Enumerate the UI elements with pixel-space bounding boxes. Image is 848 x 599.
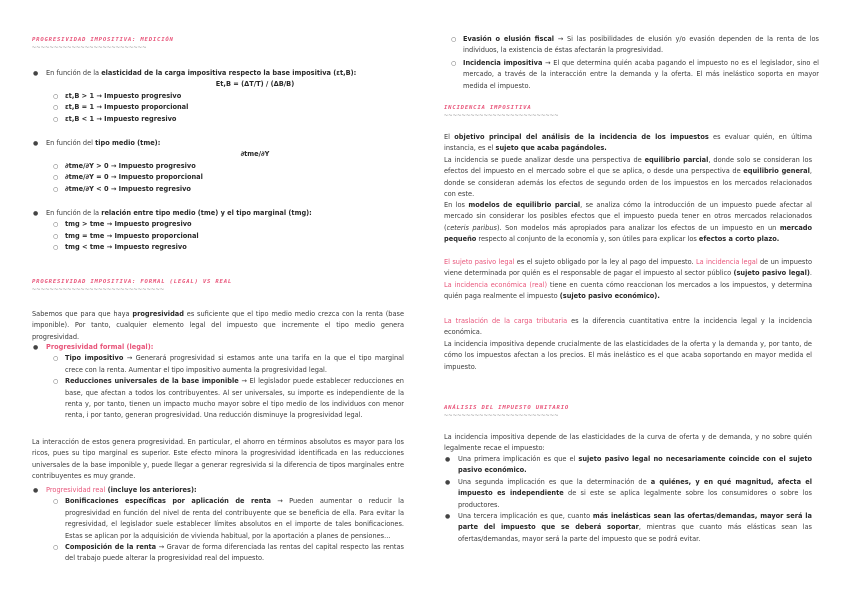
list-item: ○ εt,B > 1 → Impuesto progresivo	[53, 91, 404, 102]
title-underline: ~~~~~~~~~~~~~~~~~~~~~~~~~~	[32, 43, 147, 51]
list-item: ● Una tercera implicación es que, cuanto más inelásticas sean las ofertas/demandas, mayor será la parte del impuesto que se deberá soportar, mientras que cuanto más elásticas sean las ofertas/demandas, mayor será la parte del impuesto que se podrá evitar.	[444, 511, 812, 545]
list-item: ○ ∂tme/∂Y = 0 → Impuesto proporcional	[53, 172, 404, 183]
list-item: ○ Bonificaciones específicas por aplicación de renta → Pueden aumentar o reducir la progresividad en función del nivel de renta del contribuyente que se beneficia de ella. Para evitar la regresividad, el legislador suele establecer límites absolutos en el importe de tales bonificaciones. Estas se aplican por la adquisición de vivienda habitual, por la aportación a planes de pensiones...	[53, 496, 404, 542]
list-item: ● En función del tipo medio (tme): ∂tme/∂Y ○ ∂tme/∂Y > 0 → Impuesto progresivo ○ ∂tme/∂Y = 0 → Impuesto proporcional ○ ∂tme/∂Y < 0 → Impuesto regresivo	[32, 138, 404, 195]
list-item: ○ tmg > tme → Impuesto progresivo	[53, 219, 404, 230]
list-item: ○ Evasión o elusión fiscal → Si las posibilidades de elusión y/o evasión dependen de la renta de los individuos, la existencia de éstas afectarán la progresividad.	[451, 34, 819, 57]
paragraph: El objetivo principal del análisis de la incidencia de los impuestos es evaluar quién, en última instancia, es el sujeto que acaba pagándoles. La incidencia se puede analizar desde una perspectiva de equilibrio parcial, donde solo se consideran los efectos del impuesto en el mercado sobre el que se aplica, o desde una perspectiva de equilibrio general, donde se consideran además los efectos de segundo orden de los impuestos en los mercados relacionados con este.	[444, 133, 813, 199]
section-title: PROGRESIVIDAD IMPOSITIVA: MEDICIÓN	[32, 37, 174, 43]
list-item: ○ ∂tme/∂Y > 0 → Impuesto progresivo	[53, 161, 404, 172]
section-title: PROGRESIVIDAD IMPOSITIVA: FORMAL (LEGAL) VS REAL	[32, 279, 233, 285]
list-item: ○ tmg = tme → Impuesto proporcional	[53, 231, 404, 242]
tme-list	[32, 138, 404, 195]
real-list	[32, 485, 404, 565]
list-item: ● En función de la elasticidad de la carga impositiva respecto la base impositiva (εt,B): Εt,B = (ΔT/T) / (ΔB/B) ○ εt,B > 1 → Impuesto progresivo ○ εt,B = 1 → Impuesto proporcional ○ εt,B < 1 → Impuesto regresivo	[32, 68, 404, 125]
continued-list	[451, 34, 819, 92]
paragraph: La traslación de la carga tributaria es la diferencia cuantitativa entre la incidencia legal y la incidencia económica.	[444, 317, 812, 337]
formula: ∂tme/∂Y	[240, 150, 270, 159]
section-title: ANÁLISIS DEL IMPUESTO UNITARIO	[444, 405, 570, 411]
title-underline: ~~~~~~~~~~~~~~~~~~~~~~~~~~	[444, 411, 559, 419]
formula: Εt,B = (ΔT/T) / (ΔB/B)	[215, 80, 295, 89]
section-unit-tax	[444, 404, 812, 423]
section-title: INCIDENCIA IMPOSITIVA	[444, 105, 532, 111]
tmg-list	[32, 208, 404, 254]
list-item: ● Una primera implicación es que el sujeto pasivo legal no necesariamente coincide con el sujeto pasivo económico.	[444, 454, 812, 477]
list-item: ○ Composición de la renta → Gravar de forma diferenciada las rentas del capital respecto las rentas del trabajo puede alterar la progresividad real del impuesto.	[53, 542, 404, 565]
list-item: ○ tmg < tme → Impuesto regresivo	[53, 242, 404, 253]
measurement-list	[32, 68, 404, 125]
list-item: ● En función de la relación entre tipo medio (tme) y el tipo marginal (tmg): ○ tmg > tme → Impuesto progresivo ○ tmg = tme → Impuesto proporcional ○ tmg < tme → Impuesto regresivo	[32, 208, 404, 254]
paragraph: En los modelos de equilibrio parcial, se analiza cómo la introducción de un impuesto puede afectar al mercado sin considerar los posibles efectos que el impuesto pueda tener en otros mercados relacionados (ceteris paribus). Son modelos más apropiados para analizar los efectos de un impuesto en un mercado pequeño respecto al conjunto de la economía y, son útiles para explicar los efectos a corto plazo.	[444, 201, 813, 244]
paragraph: La incidencia impositiva depende de las elasticidades de la curva de oferta y de demanda, y no sobre quién legalmente recae el impuesto:	[444, 433, 812, 453]
section-incidence	[444, 104, 812, 123]
title-underline: ~~~~~~~~~~~~~~~~~~~~~~~~~~	[444, 111, 559, 119]
list-item: ● Progresividad formal (legal): ○ Tipo impositivo → Generará progresividad si estamos ante una tarifa en la que el tipo marginal crece con la renta. Aumentar el tipo impositivo aumenta la progresividad legal. ○ Reducciones universales de la base imponible → El legislador puede establecer reducciones en base, que afectan a todos los contribuyentes. Al ser universales, su importe es independiente de la renta y, por tanto, tienen un impacto mucho mayor sobre el tipo medio de los individuos con menor renta, i por tanto, generan progresividad. Una reducción disminuye la progresividad legal.	[32, 342, 404, 422]
list-item: ● Progresividad real (incluye los anteriores): ○ Bonificaciones específicas por aplicación de renta → Pueden aumentar o reducir la progresividad en función del nivel de renta del contribuyente que se beneficia de ella. Para evitar la regresividad, el legislador suele establecer límites absolutos en el importe de tales bonificaciones. Estas se aplican por la adquisición de vivienda habitual, por la aportación a planes de pensiones... ○ Composición de la renta → Gravar de forma diferenciada las rentas del capital respecto las rentas del trabajo puede alterar la progresividad real del impuesto.	[32, 485, 404, 565]
list-item: ○ εt,B = 1 → Impuesto proporcional	[53, 102, 404, 113]
section-measurement	[32, 36, 404, 55]
list-item: ○ Incidencia impositiva → El que determina quién acaba pagando el impuesto no es el legislador, sino el mercado, a través de la interacción entre la demanda y la oferta. El más inelástico soporta en mayor medida el impuesto.	[451, 58, 819, 92]
list-item: ○ Reducciones universales de la base imponible → El legislador puede establecer reducciones en base, que afectan a todos los contribuyentes. Al ser universales, su importe es independiente de la renta y, por tanto, tienen un impacto mucho mayor sobre el tipo medio de los individuos con menor renta, i por tanto, generan progresividad. Una reducción disminuye la progresividad legal.	[53, 376, 404, 422]
paragraph: La interacción de estos genera progresividad. En particular, el ahorro en términos absolutos es mayor para los ricos, pues su tipo marginal es superior. Este efecto minora la progresividad identificada en las reducciones universales de la base imponible y, puede llegar a generar regresivida si la diferencia de tipos marginales entre contribuyentes es muy grande.	[32, 438, 404, 481]
list-item: ○ Tipo impositivo → Generará progresividad si estamos ante una tarifa en la que el tipo marginal crece con la renta. Aumentar el tipo impositivo aumenta la progresividad legal.	[53, 353, 404, 376]
list-item: ● Una segunda implicación es que la determinación de a quiénes, y en qué magnitud, afecta el impuesto es independiente de si este se aplica legalmente sobre los consumidores o sobre los productores.	[444, 477, 812, 511]
formal-list	[32, 342, 404, 422]
section-formal-real	[32, 278, 404, 297]
implications-list	[444, 454, 812, 545]
paragraph: El sujeto pasivo legal es el sujeto obligado por la ley al pago del impuesto. La incidencia legal de un impuesto viene determinada por quién es el responsable de pagar el impuesto al sector público (sujeto pasivo legal). La incidencia económica (real) tiene en cuenta cómo reaccionan los mercados a los impuestos, y determina quién paga realmente el impuesto (sujeto pasivo económico).	[444, 258, 813, 301]
paragraph: Sabemos que para que haya progresividad es suficiente que el tipo medio medio crezca con la renta (base imponible). Por tanto, cualquier elemento legal del impuesto que incremente el tipo medio genera progresividad.	[32, 310, 405, 341]
list-item: ○ εt,B < 1 → Impuesto regresivo	[53, 114, 404, 125]
paragraph: La incidencia impositiva depende crucialmente de las elasticidades de la oferta y la demanda y, por tanto, de cómo los impuestos afectan a los precios. El más inelástico es el que acaba soportando en mayor medida el impuesto.	[444, 340, 812, 371]
list-item: ○ ∂tme/∂Y < 0 → Impuesto regresivo	[53, 184, 404, 195]
title-underline: ~~~~~~~~~~~~~~~~~~~~~~~~~~~~~~	[32, 285, 165, 293]
